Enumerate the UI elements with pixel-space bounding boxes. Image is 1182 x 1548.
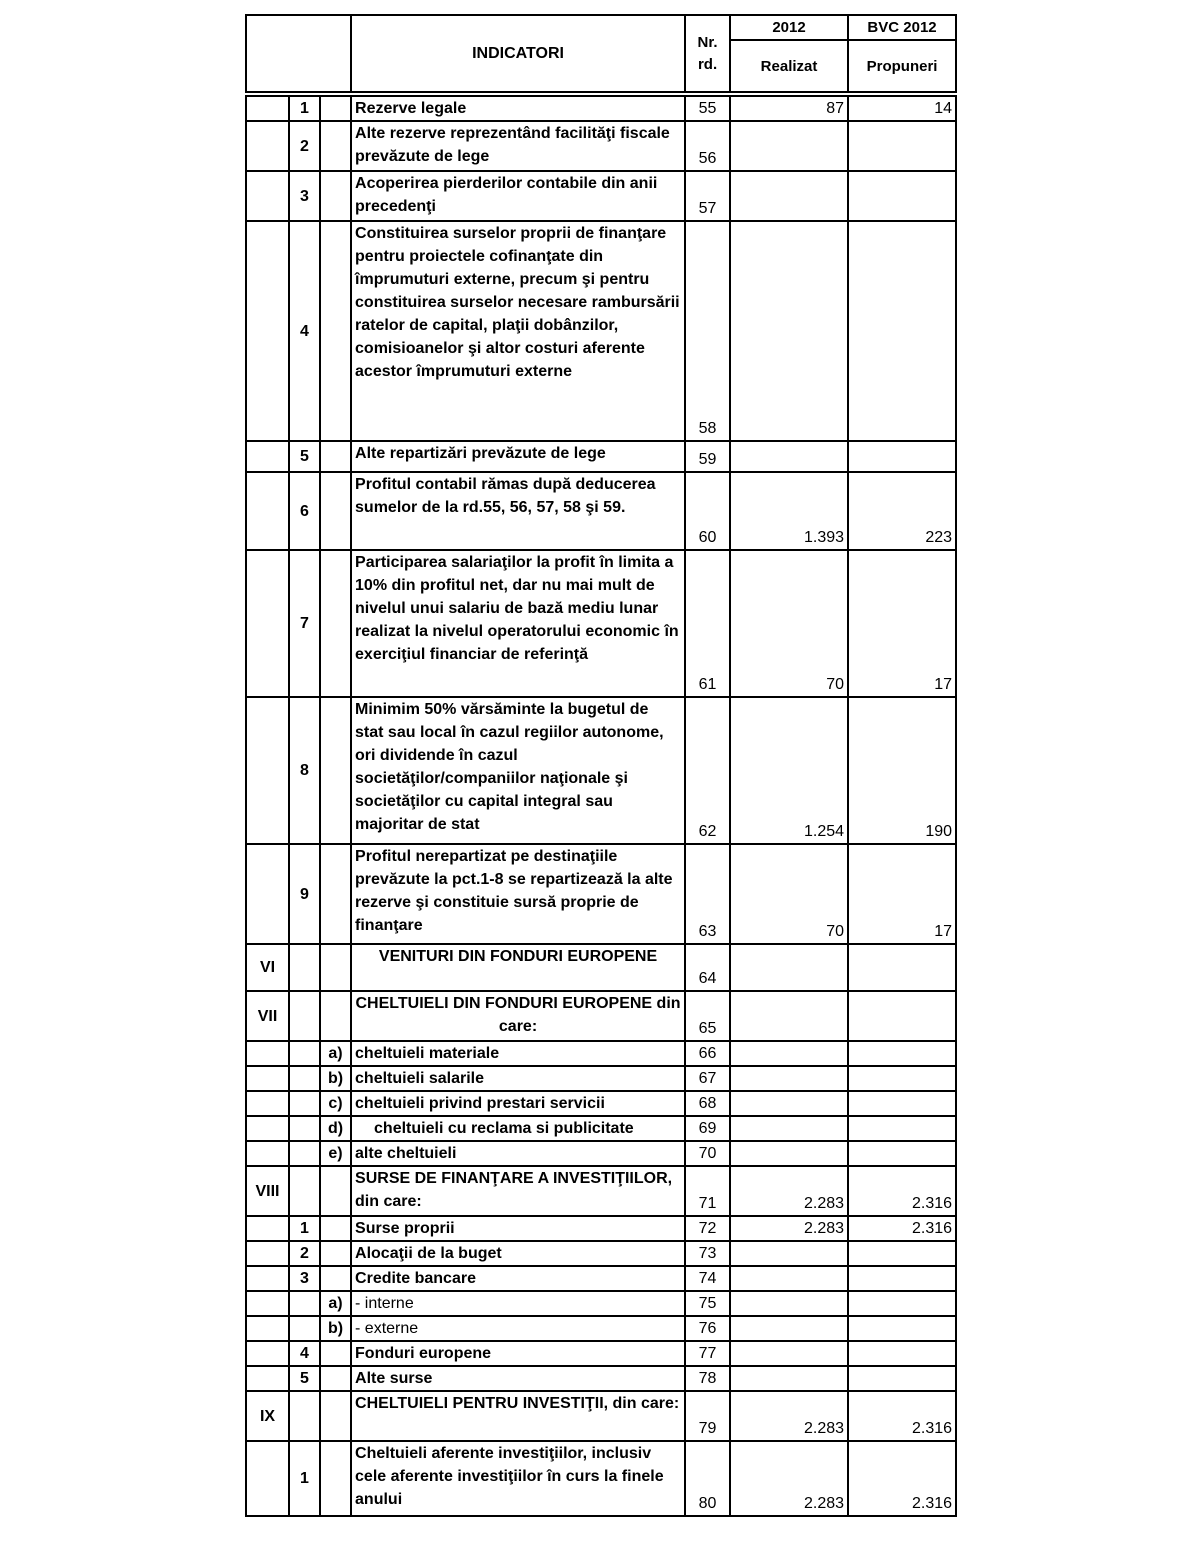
propuneri-cell: 2.316 xyxy=(848,1166,956,1216)
nr-rd-cell: 80 xyxy=(685,1441,730,1516)
realizat-cell: 87 xyxy=(730,96,848,121)
propuneri-cell xyxy=(848,1341,956,1366)
indicator-cell: - externe xyxy=(351,1316,685,1341)
row-letter-cell xyxy=(320,944,351,991)
section-cell xyxy=(246,1041,289,1066)
realizat-cell xyxy=(730,944,848,991)
section-cell xyxy=(246,171,289,221)
realizat-cell xyxy=(730,1041,848,1066)
propuneri-cell: 17 xyxy=(848,550,956,697)
table-row xyxy=(246,1266,956,1291)
table-row xyxy=(246,96,956,121)
indicator-cell: Participarea salariaţilor la profit în limita a 10% din profitul net, dar nu mai mult de nivelul unui salariu de bază mediu lunar realizat la nivelul operatorului economic în exerciţiul financiar de referinţă xyxy=(351,550,685,697)
indicator-cell: Alte rezerve reprezentând facilităţi fiscale prevăzute de lege xyxy=(351,121,685,171)
table-row xyxy=(246,1091,956,1116)
propuneri-cell xyxy=(848,944,956,991)
indicator-cell: Credite bancare xyxy=(351,1266,685,1291)
indicator-cell: Cheltuieli aferente investiţiilor, inclusiv cele aferente investiţiilor în curs la finele anului xyxy=(351,1441,685,1516)
propuneri-cell xyxy=(848,1316,956,1341)
indicator-cell: Rezerve legale xyxy=(351,96,685,121)
propuneri-cell: 2.316 xyxy=(848,1216,956,1241)
propuneri-cell xyxy=(848,991,956,1041)
indicator-cell: cheltuieli cu reclama si publicitate xyxy=(351,1116,685,1141)
realizat-cell: 2.283 xyxy=(730,1166,848,1216)
row-number-cell: 3 xyxy=(289,1266,320,1291)
realizat-cell: 70 xyxy=(730,844,848,944)
indicator-cell: cheltuieli salarile xyxy=(351,1066,685,1091)
section-cell xyxy=(246,1291,289,1316)
header-col1-year: 2012 xyxy=(730,15,848,40)
row-letter-cell: b) xyxy=(320,1066,351,1091)
realizat-cell xyxy=(730,1066,848,1091)
table-row xyxy=(246,697,956,844)
header-col1-label: Realizat xyxy=(730,40,848,92)
section-cell xyxy=(246,1366,289,1391)
row-number-cell xyxy=(289,1391,320,1441)
propuneri-cell xyxy=(848,221,956,441)
table-body xyxy=(246,96,956,1516)
realizat-cell xyxy=(730,441,848,472)
realizat-cell xyxy=(730,1141,848,1166)
row-letter-cell: a) xyxy=(320,1041,351,1066)
indicator-cell: cheltuieli materiale xyxy=(351,1041,685,1066)
row-letter-cell xyxy=(320,1241,351,1266)
indicator-cell: Profitul contabil rămas după deducerea sumelor de la rd.55, 56, 57, 58 şi 59. xyxy=(351,472,685,550)
row-number-cell xyxy=(289,991,320,1041)
table-row xyxy=(246,171,956,221)
realizat-cell xyxy=(730,1116,848,1141)
realizat-cell xyxy=(730,1291,848,1316)
propuneri-cell xyxy=(848,1091,956,1116)
table-row xyxy=(246,991,956,1041)
propuneri-cell xyxy=(848,1266,956,1291)
section-cell xyxy=(246,1441,289,1516)
propuneri-cell: 190 xyxy=(848,697,956,844)
propuneri-cell xyxy=(848,441,956,472)
nr-rd-cell: 71 xyxy=(685,1166,730,1216)
indicator-cell: Minimim 50% vărsăminte la bugetul de stat sau local în cazul regiilor autonome, ori dividende în cazul societăţilor/companiilor naţionale şi societăţilor cu capital integral sau majoritar de stat xyxy=(351,697,685,844)
table-row xyxy=(246,1391,956,1441)
row-number-cell xyxy=(289,1041,320,1066)
propuneri-cell: 2.316 xyxy=(848,1391,956,1441)
nr-rd-cell: 76 xyxy=(685,1316,730,1341)
realizat-cell xyxy=(730,1316,848,1341)
propuneri-cell xyxy=(848,1241,956,1266)
table-row xyxy=(246,221,956,441)
row-number-cell: 9 xyxy=(289,844,320,944)
header-indicatori: INDICATORI xyxy=(351,15,685,92)
section-cell xyxy=(246,844,289,944)
nr-rd-cell: 67 xyxy=(685,1066,730,1091)
section-cell xyxy=(246,1316,289,1341)
nr-rd-cell: 56 xyxy=(685,121,730,171)
row-letter-cell xyxy=(320,1441,351,1516)
row-number-cell: 1 xyxy=(289,1216,320,1241)
header-col2-label: Propuneri xyxy=(848,40,956,92)
row-number-cell: 1 xyxy=(289,96,320,121)
row-letter-cell: b) xyxy=(320,1316,351,1341)
propuneri-cell xyxy=(848,171,956,221)
nr-rd-cell: 61 xyxy=(685,550,730,697)
nr-rd-cell: 60 xyxy=(685,472,730,550)
nr-rd-cell: 78 xyxy=(685,1366,730,1391)
budget-table xyxy=(245,14,957,1517)
realizat-cell xyxy=(730,991,848,1041)
section-cell xyxy=(246,1241,289,1266)
indicator-cell: SURSE DE FINANŢARE A INVESTIŢIILOR, din care: xyxy=(351,1166,685,1216)
row-letter-cell xyxy=(320,844,351,944)
table-row xyxy=(246,1066,956,1091)
row-letter-cell xyxy=(320,441,351,472)
realizat-cell: 2.283 xyxy=(730,1216,848,1241)
header-blank xyxy=(246,15,351,92)
indicator-cell: cheltuieli privind prestari servicii xyxy=(351,1091,685,1116)
section-cell: IX xyxy=(246,1391,289,1441)
table-row xyxy=(246,1041,956,1066)
section-cell xyxy=(246,121,289,171)
propuneri-cell xyxy=(848,1116,956,1141)
row-number-cell xyxy=(289,1091,320,1116)
row-number-cell xyxy=(289,1116,320,1141)
section-cell xyxy=(246,221,289,441)
nr-rd-cell: 57 xyxy=(685,171,730,221)
section-cell xyxy=(246,472,289,550)
table-row xyxy=(246,1216,956,1241)
nr-rd-cell: 77 xyxy=(685,1341,730,1366)
realizat-cell: 1.393 xyxy=(730,472,848,550)
indicator-cell: Alte surse xyxy=(351,1366,685,1391)
row-number-cell xyxy=(289,1291,320,1316)
realizat-cell xyxy=(730,171,848,221)
row-number-cell: 4 xyxy=(289,1341,320,1366)
row-letter-cell xyxy=(320,472,351,550)
section-cell xyxy=(246,1341,289,1366)
section-cell: VII xyxy=(246,991,289,1041)
table-row xyxy=(246,1291,956,1316)
section-cell xyxy=(246,697,289,844)
section-cell xyxy=(246,1091,289,1116)
table-row xyxy=(246,1366,956,1391)
row-number-cell: 7 xyxy=(289,550,320,697)
row-letter-cell xyxy=(320,697,351,844)
row-number-cell xyxy=(289,1066,320,1091)
row-letter-cell xyxy=(320,1391,351,1441)
nr-rd-cell: 63 xyxy=(685,844,730,944)
nr-rd-cell: 66 xyxy=(685,1041,730,1066)
table-row xyxy=(246,1241,956,1266)
nr-rd-cell: 75 xyxy=(685,1291,730,1316)
indicator-cell: Constituirea surselor proprii de finanţare pentru proiectele cofinanţate din împrumuturi externe, precum şi pentru constituirea surselor necesare rambursării ratelor de capital, plaţii dobânzilor, comisioanelor şi altor costuri aferente acestor împrumuturi externe xyxy=(351,221,685,441)
row-letter-cell xyxy=(320,1341,351,1366)
row-letter-cell xyxy=(320,991,351,1041)
row-number-cell: 3 xyxy=(289,171,320,221)
realizat-cell xyxy=(730,1366,848,1391)
table-row xyxy=(246,1116,956,1141)
propuneri-cell xyxy=(848,1041,956,1066)
row-letter-cell: c) xyxy=(320,1091,351,1116)
table-row xyxy=(246,441,956,472)
section-cell xyxy=(246,1216,289,1241)
header-nr-rd: Nr. rd. xyxy=(685,15,730,92)
propuneri-cell xyxy=(848,1066,956,1091)
propuneri-cell: 17 xyxy=(848,844,956,944)
section-cell xyxy=(246,1116,289,1141)
section-cell xyxy=(246,441,289,472)
nr-rd-cell: 72 xyxy=(685,1216,730,1241)
realizat-cell xyxy=(730,1266,848,1291)
row-number-cell: 5 xyxy=(289,1366,320,1391)
indicator-cell: VENITURI DIN FONDURI EUROPENE xyxy=(351,944,685,991)
section-cell xyxy=(246,1141,289,1166)
section-cell xyxy=(246,1066,289,1091)
indicator-cell: Surse proprii xyxy=(351,1216,685,1241)
table-row xyxy=(246,121,956,171)
nr-rd-cell: 70 xyxy=(685,1141,730,1166)
row-letter-cell xyxy=(320,1216,351,1241)
propuneri-cell xyxy=(848,1141,956,1166)
row-number-cell: 6 xyxy=(289,472,320,550)
row-letter-cell xyxy=(320,171,351,221)
nr-rd-cell: 79 xyxy=(685,1391,730,1441)
row-letter-cell xyxy=(320,1266,351,1291)
header-col2-year: BVC 2012 xyxy=(848,15,956,40)
row-letter-cell: a) xyxy=(320,1291,351,1316)
propuneri-cell: 14 xyxy=(848,96,956,121)
realizat-cell: 2.283 xyxy=(730,1391,848,1441)
indicator-cell: - interne xyxy=(351,1291,685,1316)
propuneri-cell: 2.316 xyxy=(848,1441,956,1516)
realizat-cell xyxy=(730,1091,848,1116)
section-cell xyxy=(246,550,289,697)
table-row xyxy=(246,944,956,991)
table-row xyxy=(246,1141,956,1166)
indicator-cell: CHELTUIELI PENTRU INVESTIŢII, din care: xyxy=(351,1391,685,1441)
realizat-cell xyxy=(730,121,848,171)
nr-rd-cell: 65 xyxy=(685,991,730,1041)
row-number-cell xyxy=(289,1141,320,1166)
row-letter-cell xyxy=(320,96,351,121)
row-letter-cell xyxy=(320,1166,351,1216)
nr-rd-cell: 64 xyxy=(685,944,730,991)
row-number-cell xyxy=(289,1316,320,1341)
table-row xyxy=(246,1166,956,1216)
row-number-cell: 4 xyxy=(289,221,320,441)
indicator-cell: Alte repartizări prevăzute de lege xyxy=(351,441,685,472)
indicator-cell: Alocaţii de la buget xyxy=(351,1241,685,1266)
table-row xyxy=(246,1441,956,1516)
row-number-cell xyxy=(289,944,320,991)
indicator-cell: Acoperirea pierderilor contabile din anii precedenţi xyxy=(351,171,685,221)
nr-rd-cell: 73 xyxy=(685,1241,730,1266)
table-row xyxy=(246,472,956,550)
indicator-cell: CHELTUIELI DIN FONDURI EUROPENE din care: xyxy=(351,991,685,1041)
indicator-cell: Profitul nerepartizat pe destinaţiile prevăzute la pct.1-8 se repartizează la alte rezerve şi constituie sursă proprie de finanţare xyxy=(351,844,685,944)
table-row xyxy=(246,1341,956,1366)
section-cell: VI xyxy=(246,944,289,991)
nr-rd-cell: 74 xyxy=(685,1266,730,1291)
row-number-cell: 2 xyxy=(289,121,320,171)
table-row xyxy=(246,1316,956,1341)
realizat-cell: 2.283 xyxy=(730,1441,848,1516)
nr-rd-cell: 55 xyxy=(685,96,730,121)
table-row xyxy=(246,844,956,944)
table-row xyxy=(246,550,956,697)
row-letter-cell xyxy=(320,550,351,697)
row-letter-cell xyxy=(320,121,351,171)
nr-rd-cell: 58 xyxy=(685,221,730,441)
propuneri-cell xyxy=(848,1291,956,1316)
realizat-cell: 1.254 xyxy=(730,697,848,844)
section-cell xyxy=(246,96,289,121)
propuneri-cell xyxy=(848,121,956,171)
row-number-cell: 1 xyxy=(289,1441,320,1516)
section-cell xyxy=(246,1266,289,1291)
nr-rd-cell: 59 xyxy=(685,441,730,472)
realizat-cell xyxy=(730,1241,848,1266)
row-number-cell xyxy=(289,1166,320,1216)
nr-rd-cell: 68 xyxy=(685,1091,730,1116)
realizat-cell xyxy=(730,1341,848,1366)
indicator-cell: alte cheltuieli xyxy=(351,1141,685,1166)
row-number-cell: 5 xyxy=(289,441,320,472)
row-letter-cell: d) xyxy=(320,1116,351,1141)
section-cell: VIII xyxy=(246,1166,289,1216)
row-letter-cell xyxy=(320,1366,351,1391)
row-letter-cell xyxy=(320,221,351,441)
indicator-cell: Fonduri europene xyxy=(351,1341,685,1366)
row-number-cell: 2 xyxy=(289,1241,320,1266)
nr-rd-cell: 69 xyxy=(685,1116,730,1141)
nr-rd-cell: 62 xyxy=(685,697,730,844)
realizat-cell: 70 xyxy=(730,550,848,697)
propuneri-cell: 223 xyxy=(848,472,956,550)
propuneri-cell xyxy=(848,1366,956,1391)
row-number-cell: 8 xyxy=(289,697,320,844)
realizat-cell xyxy=(730,221,848,441)
row-letter-cell: e) xyxy=(320,1141,351,1166)
